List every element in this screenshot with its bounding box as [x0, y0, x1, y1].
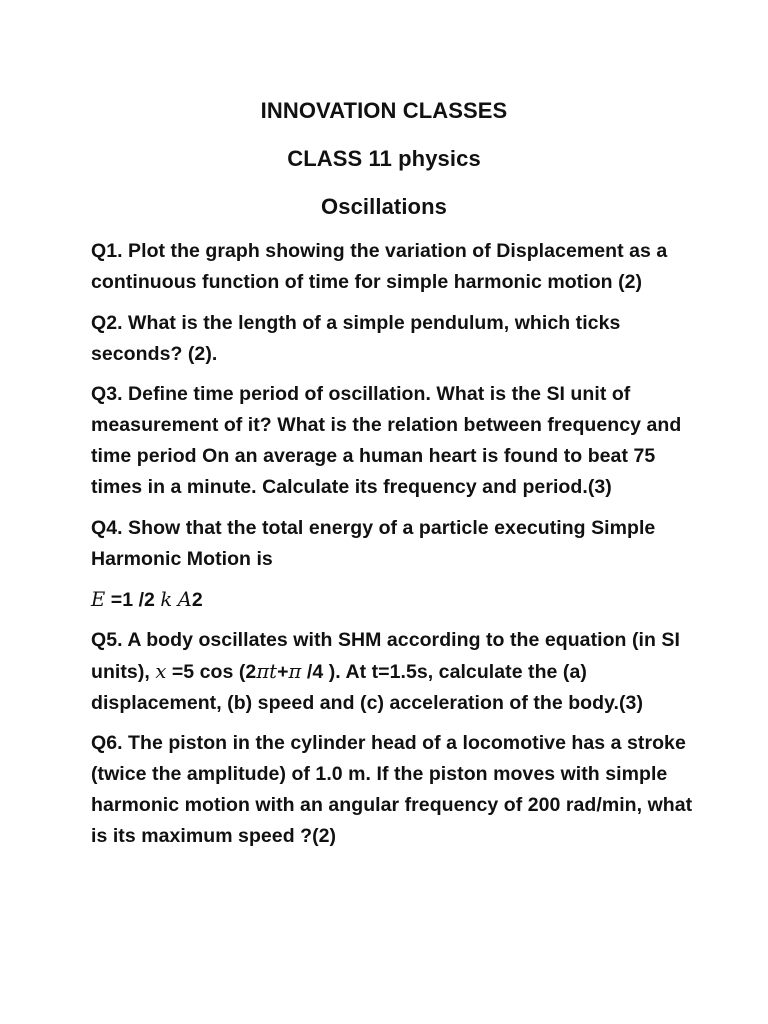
question-5-pi-t: πt — [256, 660, 278, 683]
question-5 — [91, 625, 701, 719]
question-5-plus: + — [277, 661, 289, 683]
formula-k-symbol: k — [160, 588, 173, 611]
formula-a-symbol: A — [177, 588, 192, 611]
question-5-x-symbol: x — [155, 660, 167, 683]
question-5-equation-start: =5 cos (2 — [166, 661, 257, 683]
question-4: Q4. Show that the total energy of a particle executing Simple Harmonic Motion is — [91, 517, 656, 570]
question-6: Q6. The piston in the cylinder head of a locomotive has a stroke (twice the amplitude) of 1.0 m. If the piston moves with simple harmonic motion with an angular frequency of 200 rad/min, what is its maximum speed ?(2) — [91, 732, 693, 847]
class-title: CLASS 11 physics — [287, 146, 481, 171]
question-5-intro: Q5. A body oscillates with SHM according to the equation (in SI units), — [91, 629, 680, 683]
formula-exponent: 2 — [191, 589, 203, 611]
formula-fraction: =1 /2 — [105, 589, 161, 611]
question-5-rest: /4 ). At t=1.5s, calculate the (a) displacement, (b) speed and (c) acceleration of the body.(3) — [91, 661, 643, 714]
topic-title: Oscillations — [321, 194, 447, 219]
formula-energy-symbol: E — [91, 588, 106, 611]
question-3: Q3. Define time period of oscillation. What is the SI unit of measurement of it? What is the relation between frequency and time period On an average a human heart is found to beat 75 times in a minute. Calculate its frequency and period.(3) — [91, 383, 682, 498]
question-2: Q2. What is the length of a simple pendulum, which ticks seconds? (2). — [91, 312, 621, 365]
school-title: INNOVATION CLASSES — [260, 98, 508, 123]
question-1: Q1. Plot the graph showing the variation of Displacement as a continuous function of time for simple harmonic motion (2) — [91, 240, 668, 293]
question-5-pi: π — [288, 660, 302, 683]
energy-formula — [91, 584, 701, 616]
